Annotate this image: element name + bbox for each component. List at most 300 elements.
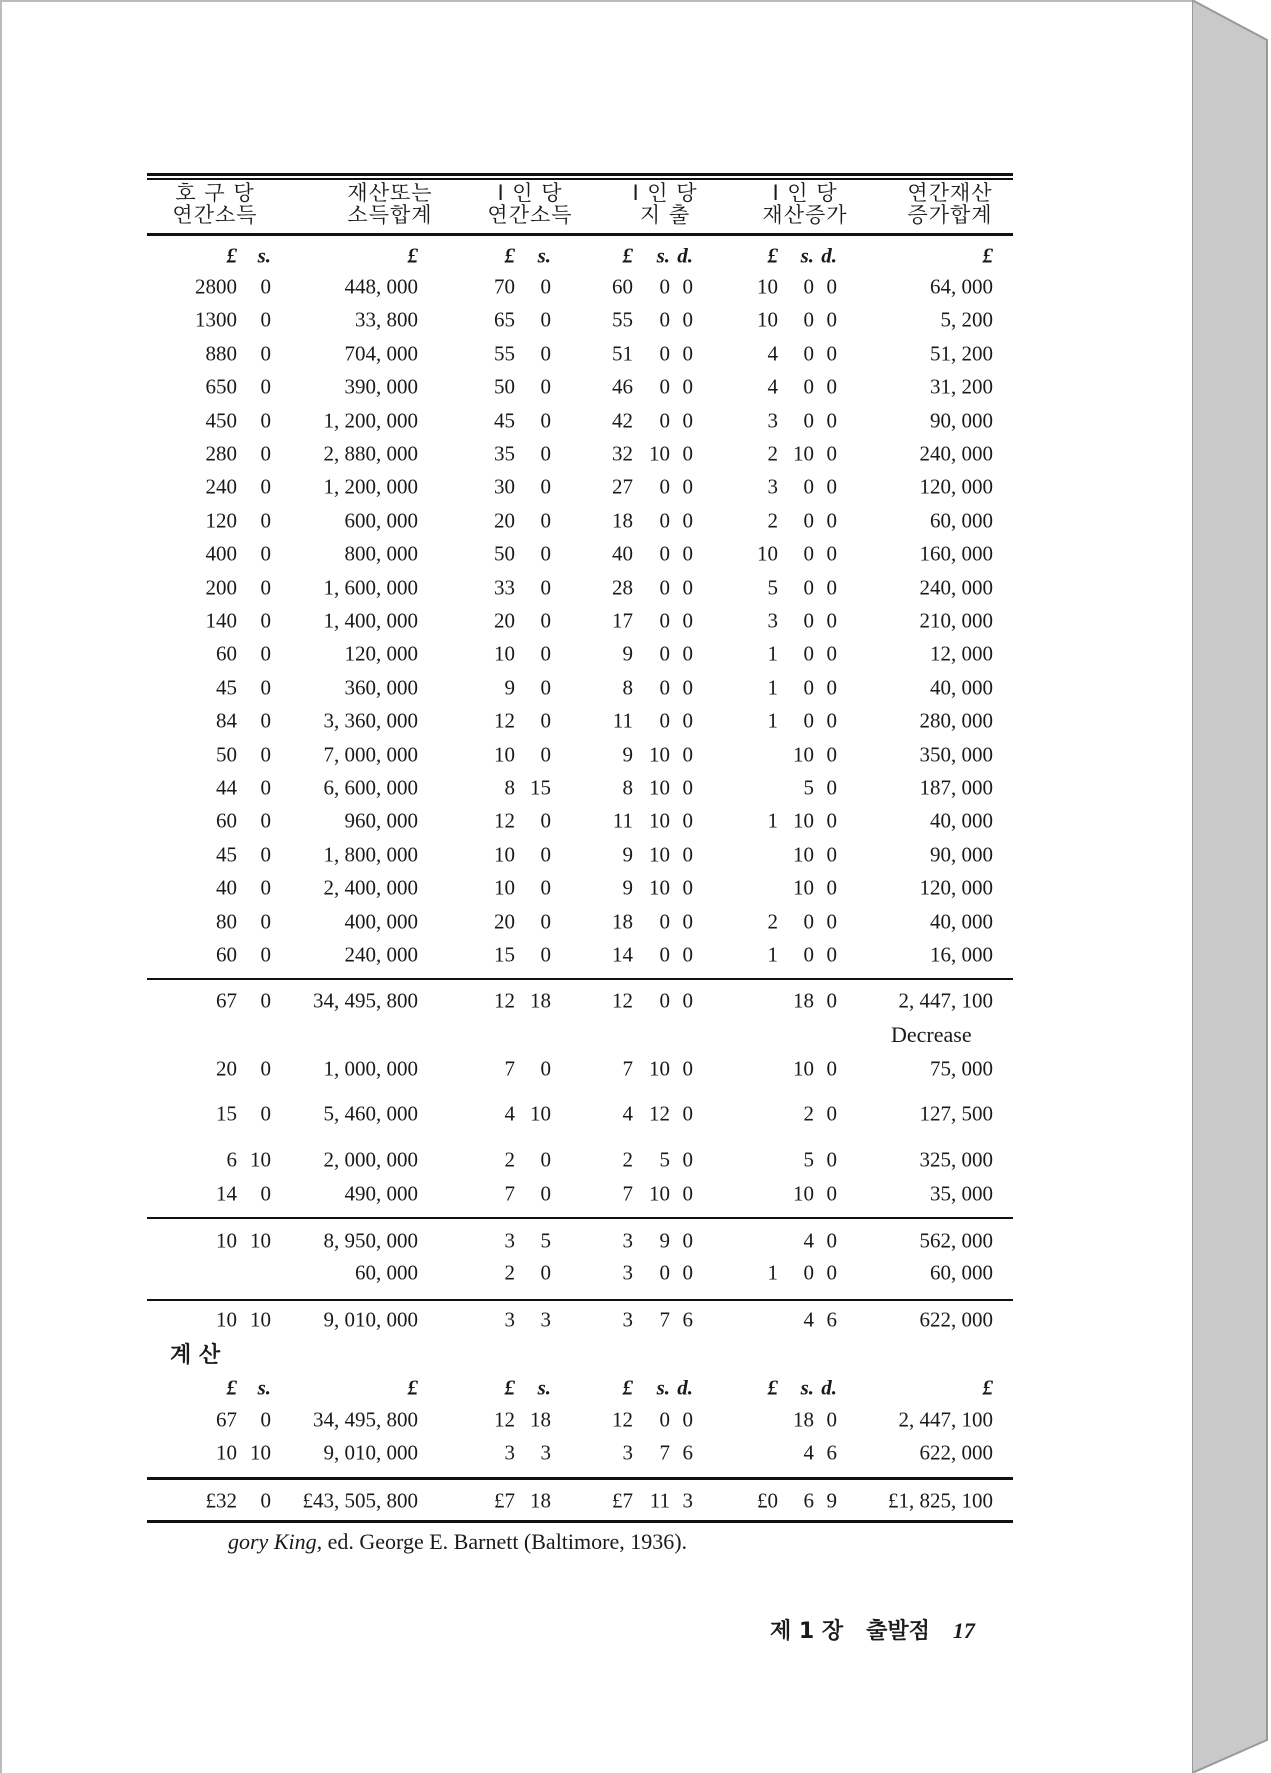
table-row-cell: 0 bbox=[803, 909, 814, 934]
table-row-cell: 0 bbox=[540, 441, 551, 466]
subtotal-row-cell: 3 bbox=[540, 1307, 551, 1332]
table-row-cell: 0 bbox=[260, 875, 271, 900]
table-row-cell: 10 bbox=[649, 775, 670, 800]
calc-row-cell: 3 bbox=[540, 1440, 551, 1465]
decrease-row-cell: 127, 500 bbox=[919, 1101, 993, 1126]
table-row-cell: 0 bbox=[659, 675, 670, 700]
table-row-cell: 1 bbox=[767, 641, 778, 666]
decrease-row-cell: 0 bbox=[682, 1056, 693, 1081]
table-row-cell: 5 bbox=[540, 1228, 551, 1253]
table-row-cell: 0 bbox=[659, 1260, 670, 1285]
table-row-cell: 0 bbox=[682, 1228, 693, 1253]
unit-cell: £ bbox=[226, 243, 237, 268]
decrease-label: Decrease bbox=[891, 1022, 972, 1047]
table-row-cell: 0 bbox=[260, 641, 271, 666]
total-row-cell: 18 bbox=[530, 1488, 551, 1513]
table-row-cell: 10 bbox=[793, 808, 814, 833]
decrease-row-cell: 5, 460, 000 bbox=[323, 1101, 418, 1126]
table-row-cell: 0 bbox=[826, 441, 837, 466]
table-row-cell: 0 bbox=[826, 575, 837, 600]
table-row-cell: 1 bbox=[767, 675, 778, 700]
table-row-cell: 10 bbox=[649, 875, 670, 900]
table-row-cell: 0 bbox=[540, 408, 551, 433]
table-row-cell: 0 bbox=[826, 1260, 837, 1285]
decrease-row-cell: 4 bbox=[504, 1101, 515, 1126]
unit-cell: £ bbox=[226, 1375, 237, 1400]
decrease-row-cell: 10 bbox=[649, 1181, 670, 1206]
table-row-cell: 31, 200 bbox=[930, 374, 993, 399]
table-row-cell: 0 bbox=[826, 508, 837, 533]
table-row-cell: 0 bbox=[540, 1260, 551, 1285]
decrease-row-cell: 1, 000, 000 bbox=[323, 1056, 418, 1081]
calc-row-cell: 0 bbox=[682, 1407, 693, 1432]
decrease-row-cell: 10 bbox=[793, 1056, 814, 1081]
section-rule bbox=[147, 1299, 1013, 1301]
page-footer bbox=[770, 1614, 975, 1645]
table-row-cell: 0 bbox=[682, 575, 693, 600]
unit-cell: s. bbox=[537, 243, 551, 268]
table-row-cell: 0 bbox=[803, 575, 814, 600]
table-row-cell: 120, 000 bbox=[919, 875, 993, 900]
table-row-cell: 0 bbox=[659, 408, 670, 433]
unit-cell: s. bbox=[800, 243, 814, 268]
table-row-cell: 8 bbox=[622, 775, 633, 800]
table-row-cell: 0 bbox=[803, 1260, 814, 1285]
table-row-cell: 28 bbox=[612, 575, 633, 600]
table-row-cell: 10 bbox=[494, 641, 515, 666]
table-row-cell: 0 bbox=[826, 341, 837, 366]
subtotal-row-cell: 7 bbox=[659, 1307, 670, 1332]
decrease-row-cell: 10 bbox=[649, 1056, 670, 1081]
unit-cell: s. bbox=[656, 243, 670, 268]
table-row-cell: 0 bbox=[540, 742, 551, 767]
table-row-cell: 0 bbox=[803, 675, 814, 700]
table-row-cell: 448, 000 bbox=[344, 274, 418, 299]
decrease-row-cell: 7 bbox=[504, 1056, 515, 1081]
total-row-cell: £1, 825, 100 bbox=[888, 1488, 993, 1513]
table-row-cell: 0 bbox=[659, 341, 670, 366]
table-row-cell: 18 bbox=[612, 508, 633, 533]
unit-cell: s. bbox=[656, 1375, 670, 1400]
table-row-cell: 64, 000 bbox=[930, 274, 993, 299]
table-row-cell: 6, 600, 000 bbox=[323, 775, 418, 800]
total-rule-top bbox=[147, 1477, 1013, 1480]
header-per-capita-increase: I 인 당 재산증가 bbox=[762, 181, 848, 227]
table-row-cell: 0 bbox=[682, 408, 693, 433]
table-row-cell: 0 bbox=[826, 942, 837, 967]
table-row-cell: 50 bbox=[494, 374, 515, 399]
table-row-cell: 10 bbox=[494, 875, 515, 900]
table-row-cell: 5 bbox=[803, 775, 814, 800]
unit-cell: £ bbox=[407, 243, 418, 268]
table-row-cell: 0 bbox=[540, 307, 551, 332]
table-row-cell: 0 bbox=[540, 641, 551, 666]
table-row-cell: 9 bbox=[622, 875, 633, 900]
subtotal-row-cell: 10 bbox=[250, 1307, 271, 1332]
total-rule-bottom bbox=[147, 1520, 1013, 1523]
calc-row-cell: 0 bbox=[659, 1407, 670, 1432]
calc-row-cell: 622, 000 bbox=[919, 1440, 993, 1465]
table-row-cell: 1, 400, 000 bbox=[323, 608, 418, 633]
table-row-cell: 0 bbox=[659, 641, 670, 666]
table-row-cell: 120, 000 bbox=[919, 474, 993, 499]
header-rule bbox=[147, 233, 1013, 236]
total-row-cell: £32 bbox=[205, 1488, 237, 1513]
decrease-row-cell: 0 bbox=[826, 1101, 837, 1126]
table-row-cell: 0 bbox=[682, 341, 693, 366]
page-number: 17 bbox=[952, 1618, 975, 1643]
unit-cell: d. bbox=[677, 1375, 693, 1400]
table-row-cell: 2, 400, 000 bbox=[323, 875, 418, 900]
calc-label: 계 산 bbox=[170, 1343, 221, 1368]
table-row-cell: 0 bbox=[682, 875, 693, 900]
table-top-rule-2 bbox=[147, 178, 1013, 180]
table-row-cell: 18 bbox=[612, 909, 633, 934]
table-row-cell: 0 bbox=[826, 608, 837, 633]
table-row-cell: 10 bbox=[649, 441, 670, 466]
table-row-cell: 2, 880, 000 bbox=[323, 441, 418, 466]
table-row-cell: 0 bbox=[826, 641, 837, 666]
footnote bbox=[228, 1529, 687, 1555]
calc-row-cell: 3 bbox=[504, 1440, 515, 1465]
subtotal-row-cell: 0 bbox=[260, 988, 271, 1013]
decrease-row-cell: 2, 000, 000 bbox=[323, 1147, 418, 1172]
table-row-cell: 0 bbox=[682, 775, 693, 800]
table-row-cell: 60 bbox=[612, 274, 633, 299]
decrease-row-cell: 10 bbox=[530, 1101, 551, 1126]
unit-cell: £ bbox=[622, 1375, 633, 1400]
table-row-cell: 2 bbox=[504, 1260, 515, 1285]
table-row-cell: 240, 000 bbox=[919, 441, 993, 466]
table-row-cell: 32 bbox=[612, 441, 633, 466]
total-row-cell: £7 bbox=[494, 1488, 515, 1513]
table-row-cell: 16, 000 bbox=[930, 942, 993, 967]
calc-row-cell: 7 bbox=[659, 1440, 670, 1465]
decrease-row-cell: 6 bbox=[226, 1147, 237, 1172]
table-row-cell: 60, 000 bbox=[355, 1260, 418, 1285]
table-row-cell: 0 bbox=[682, 675, 693, 700]
table-row-cell: 1 bbox=[767, 808, 778, 833]
table-row-cell: 2 bbox=[767, 441, 778, 466]
table-row-cell: 0 bbox=[260, 508, 271, 533]
table-row-cell: 10 bbox=[793, 441, 814, 466]
total-row-cell: 9 bbox=[826, 1488, 837, 1513]
table-row-cell: 46 bbox=[612, 374, 633, 399]
decrease-row-cell: 7 bbox=[622, 1181, 633, 1206]
table-row-cell: 240 bbox=[205, 474, 237, 499]
table-row-cell: 0 bbox=[803, 508, 814, 533]
table-row-cell: 0 bbox=[540, 508, 551, 533]
table-row-cell: 0 bbox=[260, 742, 271, 767]
table-row-cell: 0 bbox=[260, 775, 271, 800]
table-row-cell: 0 bbox=[803, 307, 814, 332]
calc-row-cell: 67 bbox=[216, 1407, 237, 1432]
total-row-cell: £43, 505, 800 bbox=[302, 1488, 418, 1513]
table-row-cell: 4 bbox=[767, 374, 778, 399]
table-row-cell: 0 bbox=[826, 541, 837, 566]
table-row-cell: 60, 000 bbox=[930, 508, 993, 533]
table-row-cell: 0 bbox=[260, 341, 271, 366]
table-row-cell: 55 bbox=[612, 307, 633, 332]
calc-row-cell: 4 bbox=[803, 1440, 814, 1465]
unit-cell: £ bbox=[982, 243, 993, 268]
table-row-cell: 90, 000 bbox=[930, 408, 993, 433]
table-row-cell: 0 bbox=[260, 274, 271, 299]
table-row-cell: 3 bbox=[622, 1228, 633, 1253]
table-row-cell: 0 bbox=[540, 942, 551, 967]
table-row-cell: 12 bbox=[494, 708, 515, 733]
table-row-cell: 0 bbox=[540, 474, 551, 499]
subtotal-row-cell: 622, 000 bbox=[919, 1307, 993, 1332]
table-row-cell: 0 bbox=[659, 274, 670, 299]
table-top-rule bbox=[147, 173, 1013, 176]
table-row-cell: 0 bbox=[803, 274, 814, 299]
table-row-cell: 0 bbox=[826, 708, 837, 733]
table-row-cell: 51 bbox=[612, 341, 633, 366]
table-row-cell: 0 bbox=[540, 541, 551, 566]
table-row-cell: 51, 200 bbox=[930, 341, 993, 366]
table-row-cell: 4 bbox=[767, 341, 778, 366]
decrease-row-cell: 0 bbox=[540, 1147, 551, 1172]
header-annual-increase-total: 연간재산 증가합계 bbox=[907, 181, 993, 227]
table-row-cell: 10 bbox=[757, 541, 778, 566]
table-row-cell: 44 bbox=[216, 775, 237, 800]
table-row-cell: 55 bbox=[494, 341, 515, 366]
table-row-cell: 0 bbox=[682, 742, 693, 767]
calc-row-cell: 18 bbox=[530, 1407, 551, 1432]
table-row-cell: 0 bbox=[826, 307, 837, 332]
table-row-cell: 704, 000 bbox=[344, 341, 418, 366]
table-row-cell: 350, 000 bbox=[919, 742, 993, 767]
decrease-row-cell: 0 bbox=[540, 1056, 551, 1081]
subtotal-row-cell: 0 bbox=[826, 988, 837, 1013]
table-row-cell: 0 bbox=[659, 575, 670, 600]
table-row-cell: 0 bbox=[826, 842, 837, 867]
table-row-cell: 0 bbox=[260, 474, 271, 499]
decrease-row-cell: 4 bbox=[622, 1101, 633, 1126]
table-row-cell: 60 bbox=[216, 641, 237, 666]
table-row-cell: 40, 000 bbox=[930, 909, 993, 934]
table-row-cell: 0 bbox=[803, 608, 814, 633]
table-row-cell: 4 bbox=[803, 1228, 814, 1253]
subtotal-row-cell: 2, 447, 100 bbox=[898, 988, 993, 1013]
decrease-row-cell: 5 bbox=[803, 1147, 814, 1172]
table-row-cell: 0 bbox=[540, 708, 551, 733]
table-row-cell: 20 bbox=[494, 909, 515, 934]
footnote-text: ed. George E. Barnett (Baltimore, 1936). bbox=[322, 1529, 688, 1554]
decrease-row-cell: 0 bbox=[540, 1181, 551, 1206]
table-row-cell: 10 bbox=[250, 1228, 271, 1253]
table-row-cell: 0 bbox=[682, 541, 693, 566]
table-row-cell: 1, 200, 000 bbox=[323, 474, 418, 499]
total-row-cell: £7 bbox=[612, 1488, 633, 1513]
table-row-cell: 0 bbox=[260, 374, 271, 399]
table-row-cell: 0 bbox=[260, 808, 271, 833]
unit-cell: £ bbox=[982, 1375, 993, 1400]
unit-cell: d. bbox=[821, 1375, 837, 1400]
table-row-cell: 33, 800 bbox=[355, 307, 418, 332]
decrease-row-cell: 325, 000 bbox=[919, 1147, 993, 1172]
calc-row-cell: 12 bbox=[612, 1407, 633, 1432]
table-row-cell: 40, 000 bbox=[930, 675, 993, 700]
table-row-cell: 0 bbox=[540, 875, 551, 900]
table-row-cell: 3 bbox=[767, 408, 778, 433]
decrease-row-cell: 12 bbox=[649, 1101, 670, 1126]
table-row-cell: 35 bbox=[494, 441, 515, 466]
table-row-cell: 0 bbox=[682, 374, 693, 399]
table-row-cell: 30 bbox=[494, 474, 515, 499]
table-row-cell: 187, 000 bbox=[919, 775, 993, 800]
table-row-cell: 0 bbox=[260, 441, 271, 466]
subtotal-row-cell: 12 bbox=[494, 988, 515, 1013]
table-row-cell: 0 bbox=[260, 541, 271, 566]
table-row-cell: 1, 200, 000 bbox=[323, 408, 418, 433]
table-row-cell: 0 bbox=[260, 307, 271, 332]
table-row-cell: 0 bbox=[540, 675, 551, 700]
book-edge bbox=[1192, 0, 1271, 1773]
decrease-row-cell: 20 bbox=[216, 1056, 237, 1081]
table-row-cell: 8, 950, 000 bbox=[323, 1228, 418, 1253]
decrease-row-cell: 2 bbox=[803, 1101, 814, 1126]
unit-cell: £ bbox=[767, 243, 778, 268]
table-row-cell: 84 bbox=[216, 708, 237, 733]
calc-row-cell: 10 bbox=[216, 1440, 237, 1465]
decrease-row-cell: 35, 000 bbox=[930, 1181, 993, 1206]
table-row-cell: 1300 bbox=[195, 307, 237, 332]
table-row-cell: 10 bbox=[757, 274, 778, 299]
unit-cell: d. bbox=[677, 243, 693, 268]
subtotal-row-cell: 6 bbox=[826, 1307, 837, 1332]
table-row-cell: 0 bbox=[803, 541, 814, 566]
table-row-cell: 10 bbox=[649, 742, 670, 767]
table-row-cell: 0 bbox=[803, 708, 814, 733]
table-row-cell: 0 bbox=[682, 474, 693, 499]
table-row-cell: 3 bbox=[622, 1260, 633, 1285]
table-row-cell: 0 bbox=[682, 942, 693, 967]
table-row-cell: 0 bbox=[540, 842, 551, 867]
table-row-cell: 10 bbox=[216, 1228, 237, 1253]
table-row-cell: 3 bbox=[504, 1228, 515, 1253]
subtotal-row-cell: 3 bbox=[622, 1307, 633, 1332]
table-row-cell: 0 bbox=[260, 608, 271, 633]
table-row-cell: 1 bbox=[767, 942, 778, 967]
table-row-cell: 10 bbox=[494, 742, 515, 767]
table-row-cell: 120, 000 bbox=[344, 641, 418, 666]
table-row-cell: 10 bbox=[494, 842, 515, 867]
table-row-cell: 880 bbox=[205, 341, 237, 366]
table-row-cell: 0 bbox=[826, 274, 837, 299]
calc-row-cell: 12 bbox=[494, 1407, 515, 1432]
table-row-cell: 7, 000, 000 bbox=[323, 742, 418, 767]
table-row-cell: 45 bbox=[494, 408, 515, 433]
decrease-row-cell: 0 bbox=[260, 1101, 271, 1126]
table-row-cell: 0 bbox=[540, 808, 551, 833]
decrease-row-cell: 5 bbox=[659, 1147, 670, 1172]
calc-row-cell: 0 bbox=[826, 1407, 837, 1432]
table-row-cell: 0 bbox=[260, 708, 271, 733]
table-row-cell: 10 bbox=[649, 842, 670, 867]
table-row-cell: 0 bbox=[826, 374, 837, 399]
table-row-cell: 210, 000 bbox=[919, 608, 993, 633]
table-row-cell: 2800 bbox=[195, 274, 237, 299]
unit-cell: s. bbox=[800, 1375, 814, 1400]
table-row-cell: 0 bbox=[682, 842, 693, 867]
unit-cell: £ bbox=[504, 243, 515, 268]
table-row-cell: 1 bbox=[767, 1260, 778, 1285]
table-row-cell: 20 bbox=[494, 608, 515, 633]
table-row-cell: 10 bbox=[649, 808, 670, 833]
table-row-cell: 8 bbox=[504, 775, 515, 800]
calc-row-cell: 3 bbox=[622, 1440, 633, 1465]
table-row-cell: 0 bbox=[682, 808, 693, 833]
total-row-cell: 0 bbox=[260, 1488, 271, 1513]
total-row-cell: 11 bbox=[649, 1488, 670, 1513]
total-row-cell: 6 bbox=[803, 1488, 814, 1513]
table-row-cell: 0 bbox=[682, 274, 693, 299]
table-row-cell: 160, 000 bbox=[919, 541, 993, 566]
table-row-cell: 0 bbox=[682, 1260, 693, 1285]
table-row-cell: 960, 000 bbox=[344, 808, 418, 833]
decrease-row-cell: 75, 000 bbox=[930, 1056, 993, 1081]
table-row-cell: 0 bbox=[682, 307, 693, 332]
table-row-cell: 33 bbox=[494, 575, 515, 600]
calc-row-cell: 6 bbox=[826, 1440, 837, 1465]
table-row-cell: 65 bbox=[494, 307, 515, 332]
table-row-cell: 450 bbox=[205, 408, 237, 433]
section-rule bbox=[147, 1217, 1013, 1219]
table-row-cell: 0 bbox=[803, 474, 814, 499]
header-per-capita-income: I 인 당 연간소득 bbox=[487, 181, 573, 227]
table-row-cell: 600, 000 bbox=[344, 508, 418, 533]
header-total-income: 재산또는 소득합계 bbox=[347, 181, 433, 227]
table-row-cell: 15 bbox=[530, 775, 551, 800]
table-row-cell: 27 bbox=[612, 474, 633, 499]
table-row-cell: 280, 000 bbox=[919, 708, 993, 733]
table-row-cell: 9 bbox=[504, 675, 515, 700]
table-row-cell: 0 bbox=[826, 742, 837, 767]
table-row-cell: 0 bbox=[659, 508, 670, 533]
table-row-cell: 14 bbox=[612, 942, 633, 967]
table-row-cell: 280 bbox=[205, 441, 237, 466]
table-row-cell: 0 bbox=[659, 942, 670, 967]
table-row-cell: 0 bbox=[540, 341, 551, 366]
calc-row-cell: 9, 010, 000 bbox=[323, 1440, 418, 1465]
table-row-cell: 10 bbox=[793, 875, 814, 900]
table-row-cell: 0 bbox=[682, 641, 693, 666]
table-row-cell: 0 bbox=[803, 641, 814, 666]
decrease-row-cell: 7 bbox=[622, 1056, 633, 1081]
table-row-cell: 562, 000 bbox=[919, 1228, 993, 1253]
table-row-cell: 9 bbox=[622, 742, 633, 767]
table-row-cell: 2 bbox=[767, 508, 778, 533]
table-row-cell: 390, 000 bbox=[344, 374, 418, 399]
table-row-cell: 0 bbox=[682, 708, 693, 733]
decrease-row-cell: 15 bbox=[216, 1101, 237, 1126]
unit-cell: £ bbox=[767, 1375, 778, 1400]
table-row-cell: 10 bbox=[757, 307, 778, 332]
table-row-cell: 3 bbox=[767, 608, 778, 633]
table-row-cell: 200 bbox=[205, 575, 237, 600]
unit-cell: £ bbox=[504, 1375, 515, 1400]
table-row-cell: 60 bbox=[216, 942, 237, 967]
table-row-cell: 0 bbox=[682, 508, 693, 533]
table-row-cell: 3, 360, 000 bbox=[323, 708, 418, 733]
subtotal-row-cell: 0 bbox=[659, 988, 670, 1013]
table-row-cell: 11 bbox=[612, 808, 633, 833]
table-row-cell: 0 bbox=[659, 608, 670, 633]
table-row-cell: 50 bbox=[494, 541, 515, 566]
table-row-cell: 0 bbox=[260, 408, 271, 433]
